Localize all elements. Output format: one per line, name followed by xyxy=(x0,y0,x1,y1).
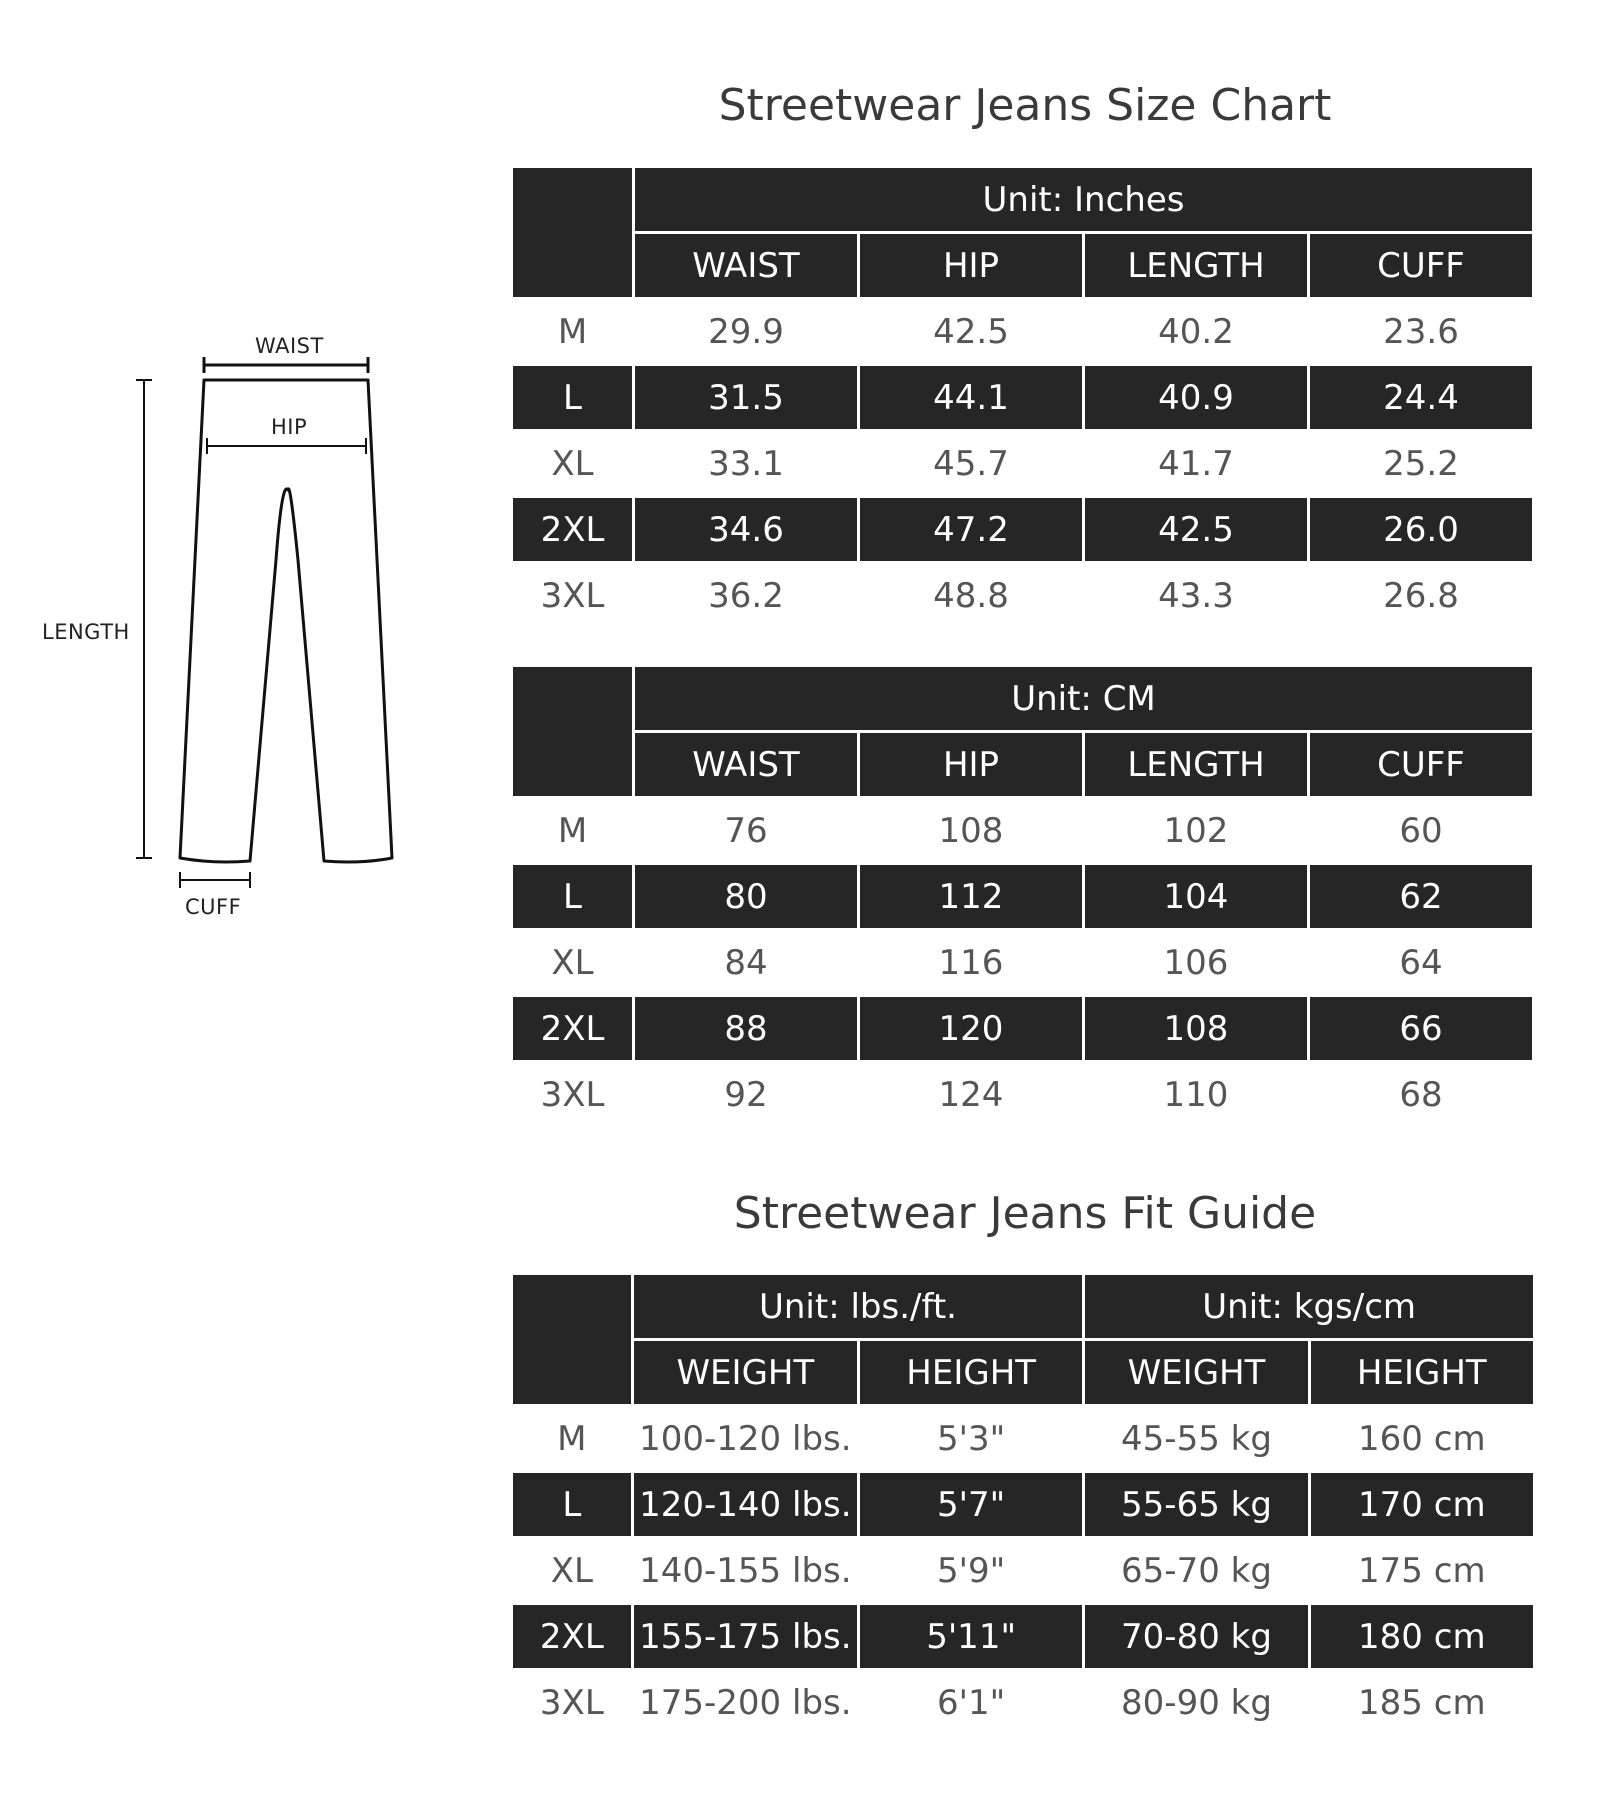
cuff-cell: 60 xyxy=(1399,810,1443,851)
waist-cell: 88 xyxy=(724,1008,768,1049)
table-header-row xyxy=(513,168,1532,231)
length-cell: 42.5 xyxy=(1158,509,1234,550)
height-cm-cell: 170 cm xyxy=(1358,1484,1486,1525)
hip-cell: 48.8 xyxy=(933,575,1009,616)
waist-cell: 76 xyxy=(724,810,768,851)
weight-lbs-cell: 140-155 lbs. xyxy=(639,1550,852,1591)
column-header-length: LENGTH xyxy=(1085,733,1307,796)
height-cm-cell: 185 cm xyxy=(1358,1682,1486,1723)
waist-label: WAIST xyxy=(255,334,324,358)
height-cm-cell: 160 cm xyxy=(1358,1418,1486,1459)
length-cell: 43.3 xyxy=(1158,575,1234,616)
height-ft-cell: 5'7" xyxy=(937,1484,1006,1525)
size-cell: XL xyxy=(551,942,594,983)
weight-kg-cell: 45-55 kg xyxy=(1121,1418,1272,1459)
cuff-cell: 66 xyxy=(1399,1008,1443,1049)
height-ft-cell: 5'9" xyxy=(937,1550,1006,1591)
size-cell: 3XL xyxy=(540,1074,605,1115)
table-header-row xyxy=(513,1275,1533,1338)
size-cell: L xyxy=(562,1484,582,1525)
table-row xyxy=(513,1063,1532,1126)
column-header-waist: WAIST xyxy=(635,733,857,796)
table-row xyxy=(513,300,1532,363)
size-cell: XL xyxy=(550,1550,593,1591)
cuff-cell: 64 xyxy=(1399,942,1443,983)
waist-cell: 92 xyxy=(724,1074,768,1115)
hip-cell: 120 xyxy=(938,1008,1004,1049)
unit-header-metric: Unit: kgs/cm xyxy=(1085,1275,1533,1338)
table-row xyxy=(513,366,1532,429)
pants-outline-icon xyxy=(0,0,480,1000)
column-header-hip: HIP xyxy=(860,733,1082,796)
weight-kg-cell: 65-70 kg xyxy=(1121,1550,1272,1591)
size-cell: 3XL xyxy=(540,575,605,616)
waist-cell: 29.9 xyxy=(708,311,784,352)
column-header-row xyxy=(513,234,1532,297)
table-header-row xyxy=(513,667,1532,730)
table-row xyxy=(513,865,1532,928)
table-corner xyxy=(513,1275,631,1404)
height-ft-cell: 6'1" xyxy=(937,1682,1006,1723)
column-header-weight: WEIGHT xyxy=(634,1341,857,1404)
size-chart-title: Streetwear Jeans Size Chart xyxy=(718,80,1332,131)
height-cm-cell: 180 cm xyxy=(1358,1616,1486,1657)
height-cm-cell: 175 cm xyxy=(1358,1550,1486,1591)
unit-header-cm: Unit: CM xyxy=(635,667,1532,730)
cuff-cell: 26.8 xyxy=(1383,575,1459,616)
hip-cell: 44.1 xyxy=(933,377,1009,418)
table-row xyxy=(513,997,1532,1060)
size-cell: 2XL xyxy=(540,1008,605,1049)
unit-header-imperial: Unit: lbs./ft. xyxy=(634,1275,1083,1338)
table-row xyxy=(513,1539,1533,1602)
size-cell: M xyxy=(557,810,588,851)
cuff-cell: 68 xyxy=(1399,1074,1443,1115)
cuff-label: CUFF xyxy=(185,895,242,919)
column-header-hip: HIP xyxy=(860,234,1082,297)
hip-label: HIP xyxy=(271,415,308,439)
cuff-cell: 26.0 xyxy=(1383,509,1459,550)
length-cell: 108 xyxy=(1163,1008,1229,1049)
table-row xyxy=(513,1605,1533,1668)
column-header-row xyxy=(513,733,1532,796)
length-cell: 40.2 xyxy=(1158,311,1234,352)
column-header-length: LENGTH xyxy=(1085,234,1307,297)
hip-cell: 124 xyxy=(938,1074,1004,1115)
length-cell: 41.7 xyxy=(1158,443,1234,484)
cuff-cell: 62 xyxy=(1399,876,1443,917)
hip-cell: 47.2 xyxy=(933,509,1009,550)
pants-measurement-diagram xyxy=(0,0,480,1000)
size-chart-cm-table xyxy=(510,664,1535,1129)
waist-cell: 36.2 xyxy=(708,575,784,616)
size-cell: 2XL xyxy=(539,1616,604,1657)
table-row xyxy=(513,1473,1533,1536)
hip-cell: 112 xyxy=(938,876,1004,917)
size-cell: 2XL xyxy=(540,509,605,550)
column-header-cuff: CUFF xyxy=(1310,234,1532,297)
table-row xyxy=(513,931,1532,994)
fit-guide-table xyxy=(510,1272,1536,1737)
column-header-weight: WEIGHT xyxy=(1085,1341,1307,1404)
hip-cell: 45.7 xyxy=(933,443,1009,484)
table-corner xyxy=(513,168,632,297)
length-label: LENGTH xyxy=(42,620,130,644)
table-row xyxy=(513,1671,1533,1734)
weight-kg-cell: 55-65 kg xyxy=(1121,1484,1272,1525)
weight-lbs-cell: 175-200 lbs. xyxy=(639,1682,852,1723)
weight-kg-cell: 80-90 kg xyxy=(1121,1682,1272,1723)
size-cell: L xyxy=(563,876,582,917)
table-row xyxy=(513,498,1532,561)
table-row xyxy=(513,564,1532,627)
table-row xyxy=(513,1407,1533,1470)
weight-kg-cell: 70-80 kg xyxy=(1121,1616,1272,1657)
table-row xyxy=(513,799,1532,862)
weight-lbs-cell: 120-140 lbs. xyxy=(639,1484,852,1525)
column-header-height: HEIGHT xyxy=(860,1341,1082,1404)
hip-cell: 108 xyxy=(938,810,1004,851)
weight-lbs-cell: 155-175 lbs. xyxy=(639,1616,852,1657)
length-cell: 110 xyxy=(1163,1074,1229,1115)
size-cell: 3XL xyxy=(539,1682,604,1723)
cuff-cell: 24.4 xyxy=(1383,377,1459,418)
size-cell: XL xyxy=(551,443,594,484)
cuff-cell: 23.6 xyxy=(1383,311,1459,352)
column-header-waist: WAIST xyxy=(635,234,857,297)
waist-cell: 34.6 xyxy=(708,509,784,550)
size-cell: M xyxy=(557,311,588,352)
unit-header-inches: Unit: Inches xyxy=(635,168,1532,231)
hip-cell: 116 xyxy=(938,942,1004,983)
height-ft-cell: 5'3" xyxy=(937,1418,1006,1459)
size-cell: M xyxy=(557,1418,587,1459)
waist-cell: 80 xyxy=(724,876,768,917)
length-cell: 104 xyxy=(1163,876,1229,917)
height-ft-cell: 5'11" xyxy=(926,1616,1017,1657)
column-header-row xyxy=(513,1341,1533,1404)
column-header-cuff: CUFF xyxy=(1310,733,1532,796)
size-cell: L xyxy=(563,377,582,418)
size-chart-inches-table xyxy=(510,165,1535,630)
weight-lbs-cell: 100-120 lbs. xyxy=(639,1418,852,1459)
waist-cell: 84 xyxy=(724,942,768,983)
hip-cell: 42.5 xyxy=(933,311,1009,352)
length-cell: 40.9 xyxy=(1158,377,1234,418)
length-cell: 106 xyxy=(1163,942,1229,983)
column-header-height: HEIGHT xyxy=(1311,1341,1533,1404)
cuff-cell: 25.2 xyxy=(1383,443,1459,484)
length-cell: 102 xyxy=(1163,810,1229,851)
table-row xyxy=(513,432,1532,495)
fit-guide-title: Streetwear Jeans Fit Guide xyxy=(733,1188,1317,1239)
table-corner xyxy=(513,667,632,796)
waist-cell: 33.1 xyxy=(708,443,784,484)
waist-cell: 31.5 xyxy=(708,377,784,418)
